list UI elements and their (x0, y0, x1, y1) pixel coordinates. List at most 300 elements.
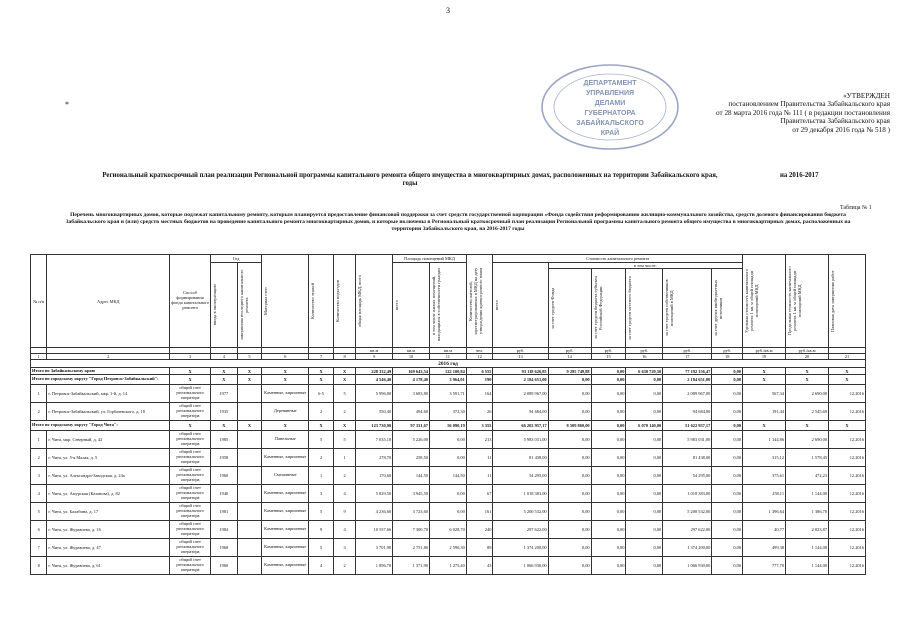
subtotal-cell: 97 331,67 (393, 421, 430, 431)
unit-cell: чел. (466, 348, 493, 354)
col-deadline-label: Плановая дата завершения работ (830, 270, 836, 332)
svg-text:УПРАВЛЕНИЯ: УПРАВЛЕНИЯ (585, 90, 635, 97)
table-cell: 94 684,00 (493, 403, 548, 421)
table-cell: 5 996,00 (356, 385, 393, 403)
table-cell: 170,60 (356, 467, 393, 485)
table-cell: 5 (309, 431, 334, 449)
table-cell: 0,00 (626, 385, 663, 403)
subtotal-cell: 169 643,54 (393, 368, 430, 375)
table-cell: 2 545,69 (786, 403, 829, 421)
table-cell: 0,00 (429, 485, 466, 503)
table-cell: 81 438,00 (493, 449, 548, 467)
col-number: 15 (591, 354, 626, 360)
approval-line-1: «УТВЕРЖДЕН (843, 92, 890, 100)
table-cell (237, 521, 262, 539)
approval-line-4: Правительства Забайкальского края (780, 117, 890, 126)
table-row (31, 485, 866, 503)
svg-text:ДЕЛАМИ: ДЕЛАМИ (594, 100, 626, 107)
table-cell: 0,00 (591, 539, 626, 557)
col-year-group: Год (211, 255, 262, 263)
subtotal-row (31, 375, 866, 385)
table-cell: 0,00 (548, 449, 591, 467)
col-number: 19 (743, 354, 786, 360)
subtotal-cell: 2 184 651,00 (493, 375, 548, 385)
unit-cell: кв.м (429, 348, 466, 354)
col-number: 8 (333, 354, 356, 360)
table-cell: 4 (333, 485, 356, 503)
table-cell: 0,00 (626, 467, 663, 485)
table-cell: 12.2016 (829, 385, 866, 403)
table-cell: 0,00 (712, 467, 743, 485)
table-cell: Каменные, кирпичные (262, 385, 309, 403)
table-cell: 777,70 (743, 557, 786, 575)
subtotal-cell: 0,00 (591, 368, 626, 375)
subtotal-cell: X (170, 375, 211, 385)
table-cell: 3 683,80 (393, 385, 430, 403)
col-residents (466, 255, 493, 348)
table-cell: 1 144,00 (786, 557, 829, 575)
col-cost-other-label: за счет других внебюджетных источников (713, 279, 724, 337)
table-cell: 472,23 (786, 467, 829, 485)
col-incl: в том числе: (548, 263, 742, 269)
subtotal-cell: 122 100,84 (429, 368, 466, 375)
table-cell: 1 374 200,00 (663, 539, 712, 557)
table-cell: 1968 (211, 539, 238, 557)
col-number: 13 (493, 354, 548, 360)
table-cell: 6 (31, 521, 47, 539)
table-cell: 2 823,87 (786, 521, 829, 539)
table-row (31, 503, 866, 521)
table-cell: 5 (31, 503, 47, 521)
table-cell: 2 (309, 403, 334, 421)
table-cell: 3 (31, 467, 47, 485)
table-cell: 1 144,00 (786, 539, 829, 557)
col-spec-cost (743, 255, 786, 348)
table-cell: 1960 (211, 557, 238, 575)
table-cell: 0,00 (712, 403, 743, 421)
col-number: 18 (712, 354, 743, 360)
subtotal-cell: X (262, 368, 309, 375)
table-cell: 2 (31, 403, 47, 421)
table-cell: 0,00 (712, 449, 743, 467)
subtotal-cell: X (262, 421, 309, 431)
table-cell: 4 236,60 (356, 503, 393, 521)
subtotal-cell: 66 202 957,17 (493, 421, 548, 431)
table-header (31, 255, 866, 368)
subtotal-cell: X (786, 368, 829, 375)
col-number: 12 (466, 354, 493, 360)
table-cell: 54 295,00 (663, 467, 712, 485)
subtotal-cell: X (309, 421, 334, 431)
approval-line-2: постановлением Правительства Забайкальского края (728, 100, 890, 109)
subtotal-cell: X (829, 421, 866, 431)
col-number: 6 (262, 354, 309, 360)
col-entrances-label: Количество подъездов (334, 280, 340, 322)
table-cell: 0,00 (548, 467, 591, 485)
col-number: 16 (626, 354, 663, 360)
table-cell: 54 295,00 (493, 467, 548, 485)
subtotal-cell: 0,00 (712, 375, 743, 385)
col-cost-owners (663, 269, 712, 348)
table-cell: 191,44 (743, 403, 786, 421)
unit-cell: руб. (493, 348, 548, 354)
margin-marker: * (65, 100, 69, 109)
subtotal-row (31, 421, 866, 431)
col-area-res-label: в том числе жилых помещений, находящихся в собственности граждан (430, 268, 441, 342)
subtotal-cell: X (237, 375, 262, 385)
col-cost-local (626, 269, 663, 348)
subtotal-cell: X (333, 375, 356, 385)
table-row (31, 431, 866, 449)
table-cell: 0,00 (548, 539, 591, 557)
subtotal-cell: 0,00 (626, 375, 663, 385)
table-cell: 12.2016 (829, 431, 866, 449)
col-number: 11 (429, 354, 466, 360)
approval-line-5: от 29 декабря 2016 года № 518 ) (792, 125, 890, 134)
table-cell: 0,00 (712, 503, 743, 521)
table-cell: 2 (333, 467, 356, 485)
svg-text:ЗАБАЙКАЛЬСКОГО: ЗАБАЙКАЛЬСКОГО (576, 120, 644, 127)
table-cell: 499,38 (743, 539, 786, 557)
subtotal-cell: X (743, 375, 786, 385)
subtotal-cell: 2 184 651,00 (663, 375, 712, 385)
subtotal-cell: X (211, 375, 238, 385)
table-cell: 0,00 (591, 385, 626, 403)
table-cell: 0,00 (626, 485, 663, 503)
table-cell: 11 (466, 449, 493, 467)
subtotal-cell: 8 509 860,00 (548, 421, 591, 431)
subtotal-cell: 51 622 957,17 (663, 421, 712, 431)
table-cell: 1 066 930,00 (663, 557, 712, 575)
table-cell: 0,00 (626, 503, 663, 521)
table-cell: 2 690,00 (786, 385, 829, 403)
table-cell: 12.2016 (829, 539, 866, 557)
table-cell: 3 945,50 (393, 485, 430, 503)
subtotal-cell: 4 546,40 (356, 375, 393, 385)
table-cell: 1 144,00 (786, 485, 829, 503)
col-cost-all (493, 263, 548, 348)
title-years: на 2016-2017 (780, 172, 819, 179)
subtotal-cell: 228 332,49 (356, 368, 393, 375)
subtotal-label: Итого по городскому округу "Город Чита": (31, 421, 170, 431)
unit-cell: руб./кв.м (743, 348, 786, 354)
table-cell: 0,00 (626, 521, 663, 539)
table-cell: 1 396,64 (743, 503, 786, 521)
table-cell: 0,00 (626, 403, 663, 421)
table-cell (237, 557, 262, 575)
table-cell: 1960 (211, 467, 238, 485)
table-cell: г. Петровск-Забайкальский, мкр. 1-й, д. 14 (47, 385, 170, 403)
table-cell: общий счет регионального оператора (170, 521, 211, 539)
subtotal-cell: 9 295 749,88 (548, 368, 591, 375)
col-number: 20 (786, 354, 829, 360)
table-cell: 0,00 (591, 485, 626, 503)
table-cell: 213 (466, 431, 493, 449)
page-number: 3 (446, 6, 450, 15)
col-number: 14 (548, 354, 591, 360)
table-cell: общий счет регионального оператора (170, 403, 211, 421)
table-cell: 3 591,71 (429, 385, 466, 403)
col-year-last-label: завершения последнего капитального ремонта (238, 269, 249, 341)
subtotal-cell: X (333, 421, 356, 431)
table-cell: 567,34 (743, 385, 786, 403)
table-cell: г. Чита, ул. Журавлева, д. 16 (47, 521, 170, 539)
subtotal-cell: 0,00 (548, 375, 591, 385)
col-spec-cost-label: Удельная стоимость капитального ремонта 1 кв. м общей площади помещений МКД (744, 269, 760, 333)
table-cell: 5 200 532,00 (493, 503, 548, 521)
col-number: 9 (356, 354, 393, 360)
svg-text:ДЕПАРТАМЕНТ: ДЕПАРТАМЕНТ (583, 80, 637, 87)
table-cell: 67 (466, 485, 493, 503)
table-cell: 2 089 967,00 (493, 385, 548, 403)
table-cell: 12.2016 (829, 449, 866, 467)
col-year-built-label: ввода в эксплуатацию (212, 284, 218, 326)
table-cell: 12.2016 (829, 503, 866, 521)
unit-cell: руб. (663, 348, 712, 354)
table-cell: 0,00 (712, 521, 743, 539)
col-number: 17 (663, 354, 712, 360)
table-cell: 1940 (211, 485, 238, 503)
table-cell: 240 (466, 521, 493, 539)
table-cell: 297 622,00 (493, 521, 548, 539)
table-cell: 258,50 (393, 449, 430, 467)
table-cell: 1981 (211, 503, 238, 521)
table-cell: 0,00 (548, 385, 591, 403)
table-cell: 0,00 (626, 431, 663, 449)
table-cell: 0,00 (548, 503, 591, 521)
subtotal-cell: 123 730,90 (356, 421, 393, 431)
table-cell: 4 (31, 485, 47, 503)
subtotal-label: Итого по городскому округу "Город Петровск-Забайкальский": (31, 375, 170, 385)
table-cell: 5 (333, 431, 356, 449)
subtotal-cell: 3 964,01 (429, 375, 466, 385)
table-cell: 2 (31, 449, 47, 467)
table-cell: 1985 (211, 431, 238, 449)
table-cell: 3 (333, 539, 356, 557)
subtotal-cell: 56 090,19 (429, 421, 466, 431)
col-number: 21 (829, 354, 866, 360)
table-cell: 375,61 (743, 467, 786, 485)
table-cell: 1 275,40 (429, 557, 466, 575)
table-cell: 0,00 (591, 403, 626, 421)
table-cell: 3 723,60 (393, 503, 430, 521)
table-cell: 0,00 (712, 431, 743, 449)
table-cell (237, 449, 262, 467)
table-cell: 1 374 200,00 (493, 539, 548, 557)
subtotal-cell: 93 118 626,85 (493, 368, 548, 375)
table-cell: 6-5 (309, 385, 334, 403)
col-cost-region-label: за счет средств бюджета субъекта Российской Федерации (592, 276, 603, 340)
table-cell: 315,12 (743, 449, 786, 467)
table-cell: 1 (31, 385, 47, 403)
unit-cell: руб./кв.м (786, 348, 829, 354)
subtotal-cell: X (786, 375, 829, 385)
table-cell: 1 (333, 449, 356, 467)
table-cell: 1984 (211, 521, 238, 539)
subtotal-cell: X (829, 368, 866, 375)
unit-cell: кв.м (356, 348, 393, 354)
table-cell: 1 578,45 (786, 449, 829, 467)
table-cell: 12.2016 (829, 403, 866, 421)
col-year-built (211, 263, 238, 348)
table-cell: Смешанные (262, 467, 309, 485)
table-row (31, 403, 866, 421)
table-cell: 26 (466, 403, 493, 421)
col-area-all-label: всего (394, 300, 400, 310)
subtotal-cell: 4 178,40 (393, 375, 430, 385)
table-cell: 0,00 (429, 503, 466, 521)
col-material (262, 255, 309, 348)
table-cell: 0,00 (712, 385, 743, 403)
table-cell: 0,00 (591, 449, 626, 467)
table-cell: 5 829,50 (356, 485, 393, 503)
col-number: 1 (31, 354, 47, 360)
table-cell: 0,00 (591, 503, 626, 521)
col-area-group: Площадь помещений МКД (393, 255, 467, 263)
table-cell: Каменные, кирпичные (262, 539, 309, 557)
subtotal-cell: 6 630 720,50 (626, 368, 663, 375)
subtotal-cell: 77 192 156,47 (663, 368, 712, 375)
subtotal-cell: X (743, 421, 786, 431)
subtotal-cell: 6 070 140,00 (626, 421, 663, 431)
table-cell: 1935 (211, 403, 238, 421)
total-row (31, 368, 866, 375)
table-cell: г. Чита, ул. Журавлева, д. 47 (47, 539, 170, 557)
unit-cell: руб. (712, 348, 743, 354)
table-cell: г. Чита, ул. Амурская (Казанова), д. 82 (47, 485, 170, 503)
col-deadline (829, 255, 866, 348)
table-cell: 8 (31, 557, 47, 575)
unit-cell: кв.м (393, 348, 430, 354)
table-cell: 4 (309, 557, 334, 575)
col-cost-region (591, 269, 626, 348)
table-cell: 5 200 532,00 (663, 503, 712, 521)
table-cell: общий счет регионального оператора (170, 431, 211, 449)
table-cell: 11 (466, 467, 493, 485)
table-cell: 3 (309, 485, 334, 503)
table-cell: 144,50 (429, 467, 466, 485)
table-cell: 0,00 (548, 431, 591, 449)
table-row (31, 521, 866, 539)
table-cell: 43 (466, 557, 493, 575)
table-caption: Перечень многоквартирных домов, которые подлежат капитальному ремонту, которым планируется предоставление финансовой поддержки за счет средств государственной корпорации «Фонда содействия реформированию жилищно-коммунального хозяйства, средств долевого финансирования бюджета Забайкальского края и (или) средств местных бюджетов на проведение капитального ремонта многоквартирных домов, и которые включены в Региональный краткосрочный план реализации Региональной программы капитального ремонта общего имущества в многоквартирных домах, расположенных на территории Забайкальского края, на 2016-2017 годы (65, 212, 851, 233)
subtotal-cell: 3 355 (466, 421, 493, 431)
col-area-res (429, 263, 466, 348)
table-cell: 1 (31, 431, 47, 449)
col-residents-label: Количество жителей, зарегистрированных в МКД на дату утверждения краткосрочного плана (467, 267, 483, 335)
table-cell: 5 (309, 539, 334, 557)
table-cell: 0,00 (591, 467, 626, 485)
table-cell (237, 385, 262, 403)
table-cell: 1958 (211, 449, 238, 467)
houses-table (30, 254, 866, 575)
table-cell: 2 690,00 (786, 431, 829, 449)
table-row (31, 467, 866, 485)
col-cost-fund (548, 269, 591, 348)
table-cell: общий счет регионального оператора (170, 385, 211, 403)
svg-text:КРАЙ: КРАЙ (600, 130, 620, 137)
table-cell (237, 503, 262, 521)
subtotal-cell: X (333, 368, 356, 375)
table-cell: 10 537,66 (356, 521, 393, 539)
table-cell: 9 (309, 521, 334, 539)
table-cell: 40,77 (743, 521, 786, 539)
col-num: № п/п (31, 255, 47, 348)
col-cost-all-label: всего (494, 300, 500, 310)
table-cell: г. Чита, ул. 5-я Малая, д. 5 (47, 449, 170, 467)
table-cell: Каменные, кирпичные (262, 449, 309, 467)
table-body (31, 368, 866, 575)
col-cost-owners-label: за счет средств собственников помещений в МКД (664, 279, 675, 337)
table-cell: 7 300,70 (393, 521, 430, 539)
col-address: Адрес МКД (47, 255, 170, 348)
subtotal-cell: X (309, 368, 334, 375)
col-material-label: Материал стен (263, 287, 269, 315)
subtotal-cell: X (309, 375, 334, 385)
table-cell: 2 590,30 (429, 539, 466, 557)
table-cell (237, 431, 262, 449)
subtotal-cell: 6 555 (466, 368, 493, 375)
table-cell: общий счет регионального оператора (170, 557, 211, 575)
table-cell: 6 028,70 (429, 521, 466, 539)
subtotal-cell: 0,00 (712, 368, 743, 375)
table-row (31, 385, 866, 403)
title-tail: годы (402, 180, 418, 187)
table-cell: 0,00 (548, 557, 591, 575)
table-cell: 12.2016 (829, 521, 866, 539)
table-number: Таблица № 1 (840, 205, 872, 211)
table-cell: г. Петровск-Забайкальский, ул. Горбачевского, д. 18 (47, 403, 170, 421)
table-cell: 7 (31, 539, 47, 557)
col-method: Способ формирования фонда капитального ремонта (170, 255, 211, 348)
table-cell: общий счет регионального оператора (170, 449, 211, 467)
subtotal-cell: X (237, 421, 262, 431)
table-row (31, 557, 866, 575)
table-cell: 12.2016 (829, 557, 866, 575)
table-cell: 3 701,90 (356, 539, 393, 557)
col-year-last (237, 263, 262, 348)
table-cell: 0,00 (712, 557, 743, 575)
table-cell: общий счет регионального оператора (170, 467, 211, 485)
table-row (31, 449, 866, 467)
table-cell: г. Чита, ул. Журавлева, д. 61 (47, 557, 170, 575)
table-cell: 2 (309, 449, 334, 467)
table-cell: 0,00 (626, 539, 663, 557)
table-cell: 0,00 (548, 521, 591, 539)
table-cell: 2 (333, 557, 356, 575)
table-cell: 1 144,86 (743, 431, 786, 449)
table-cell: 0,00 (591, 521, 626, 539)
subtotal-cell: 190 (466, 375, 493, 385)
table-cell: 2 089 967,00 (663, 385, 712, 403)
col-number: 3 (170, 354, 211, 360)
table-cell: 1 (309, 467, 334, 485)
subtotal-cell: X (262, 375, 309, 385)
table-cell: 5 983 031,00 (493, 431, 548, 449)
table-cell: 94 684,00 (663, 403, 712, 421)
table-cell: общий счет регионального оператора (170, 539, 211, 557)
table-cell: Каменные, кирпичные (262, 503, 309, 521)
table-cell: г. Чита, ул. Балабина, д. 17 (47, 503, 170, 521)
table-cell: 0,00 (429, 449, 466, 467)
table-cell: 5 226,00 (393, 431, 430, 449)
col-cost-group: Стоимость капитального ремонта (493, 255, 743, 263)
subtotal-cell: X (829, 375, 866, 385)
col-area-all (393, 263, 430, 348)
table-cell: 0,00 (626, 557, 663, 575)
svg-text:ГУБЕРНАТОРА: ГУБЕРНАТОРА (584, 110, 636, 117)
col-entrances (333, 255, 356, 348)
